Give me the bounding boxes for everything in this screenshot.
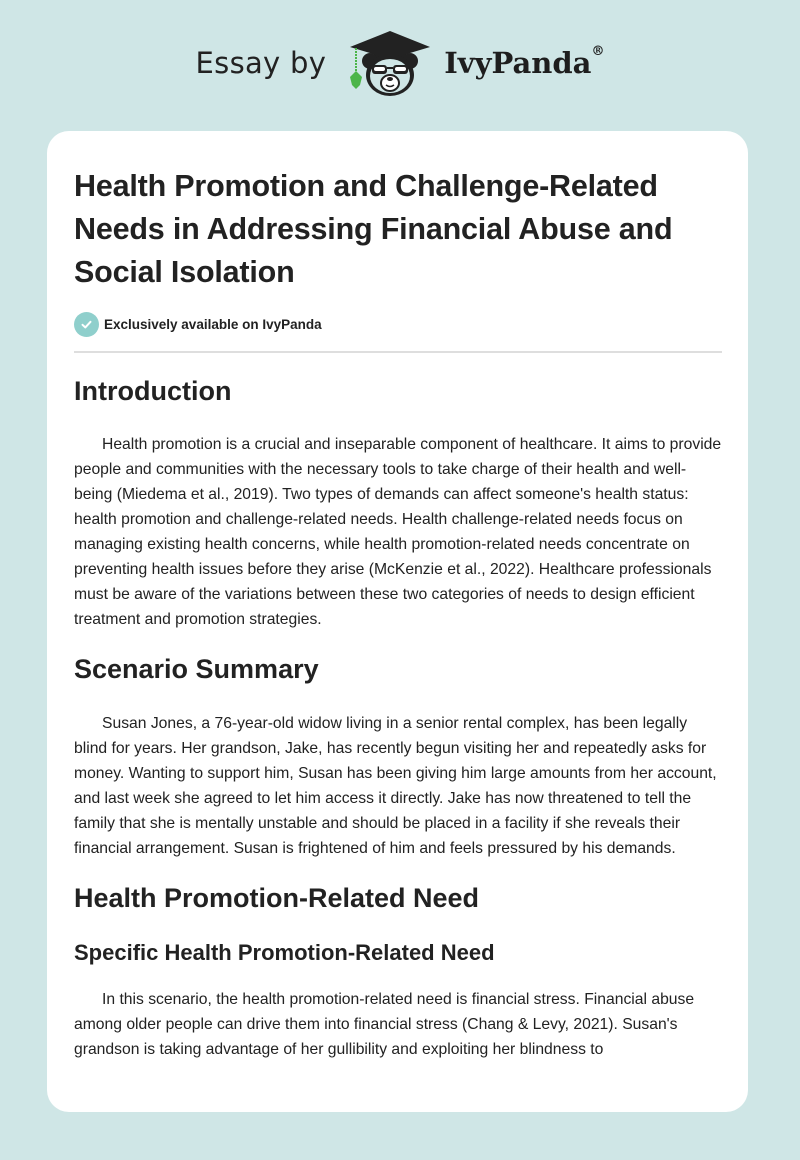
section-heading: Scenario Summary <box>74 654 319 684</box>
essay-by-label: Essay by <box>195 46 327 80</box>
section-paragraph: Susan Jones, a 76-year-old widow living in a senior rental complex, has been legally blind for years. Her grandson, Jake, has recently begun visiting her and repeatedly asks for money. Wanting to support him, Susan has been giving him large amounts from her account, and last week she agreed to let him access it directly. Jake has now threatened to tell the family that she is mentally unstable and should be placed in a facility if she reveals their financial arrangement. Susan is frightened of him and feels pressured by his demands. <box>74 715 717 857</box>
brand-name <box>444 46 604 80</box>
article-card <box>47 131 748 1112</box>
exclusive-badge <box>74 312 721 337</box>
title-divider <box>74 351 722 353</box>
brand-name-text: IvyPanda <box>444 46 592 80</box>
section-paragraph: Health promotion is a crucial and inseparable component of healthcare. It aims to provide people and communities with the necessary tools to take charge of their health and well-being (Miedema et al., 2019). Two types of demands can affect someone's health status: health promotion and challenge-related needs. Health challenge-related needs focus on managing existing health concerns, while health promotion-related needs concentrate on preventing health issues before they arise (McKenzie et al., 2022). Healthcare professionals must be aware of the variations between these two categories of needs to design efficient treatment and promotion strategies. <box>74 436 722 628</box>
section-heading: Health Promotion-Related Need <box>74 883 480 913</box>
section-introduction <box>74 373 721 632</box>
registered-mark: ® <box>591 44 605 59</box>
check-circle-icon <box>74 312 99 337</box>
section-subheading: Specific Health Promotion-Related Need <box>74 940 495 965</box>
panda-graduation-cap-icon <box>346 27 434 99</box>
brand-logo[interactable] <box>196 27 605 99</box>
section-scenario-summary <box>74 651 721 861</box>
site-header <box>0 0 800 130</box>
section-health-promotion-need <box>74 880 721 1062</box>
exclusive-badge-text: Exclusively available on IvyPanda <box>104 317 322 332</box>
section-paragraph: In this scenario, the health promotion-related need is financial stress. Financial abuse among older people can drive them into financial stress (Chang & Levy, 2021). Susan's grandson is taking advantage of her gullibility and exploiting her blindness to <box>74 991 695 1058</box>
section-heading: Introduction <box>74 376 232 406</box>
article-title: Health Promotion and Challenge-Related Needs in Addressing Financial Abuse and Social Isolation <box>74 169 673 289</box>
